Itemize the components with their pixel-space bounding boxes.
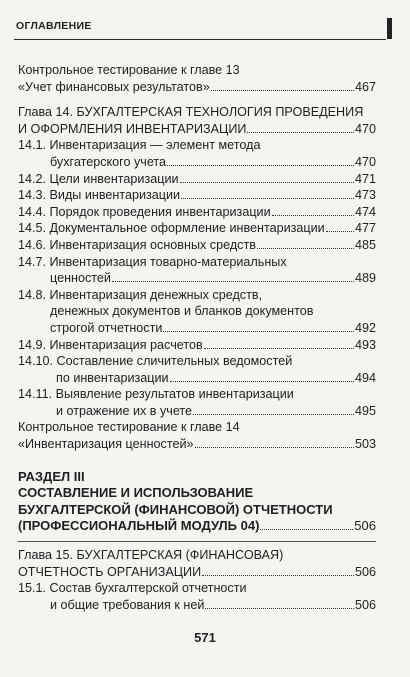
toc-entry-text: 14.5. Документальное оформление инвентаризации [18,221,325,236]
toc-entry-14-1[interactable] [18,137,376,170]
running-head-bar [387,18,392,39]
section-title: БУХГАЛТЕРСКОЙ (ФИНАНСОВОЙ) ОТЧЕТНОСТИ [18,501,333,517]
toc-page-number: 493 [354,337,376,352]
page-number: 571 [194,630,216,645]
dot-leader [193,414,354,415]
toc-page-number: 492 [354,320,376,335]
toc-page-number: 503 [354,437,376,452]
toc-page-number: 506 [354,564,376,579]
dot-leader [204,348,354,349]
running-head-rule [14,39,386,40]
section-title: СОСТАВЛЕНИЕ И ИСПОЛЬЗОВАНИЕ [18,485,254,501]
toc-entry-text: «Учет финансовых результатов» [18,79,210,94]
toc-entry-14-11[interactable] [18,386,376,419]
toc-entry-14-5[interactable] [18,220,376,237]
toc-entry-text: 14.7. Инвентаризация товарно-материальных [18,254,287,269]
toc-entry-text: бухгатерского учета [50,154,167,169]
toc-entry-test-13[interactable] [18,62,376,95]
toc-entry-chapter-14[interactable] [18,104,376,137]
dot-leader [195,447,354,448]
dot-leader [170,381,354,382]
toc-entry-14-4[interactable] [18,204,376,221]
toc-entry-14-8[interactable] [18,287,376,337]
toc-entry-text: 14.4. Порядок проведения инвентаризации [18,204,271,219]
toc-entry-text: «Инвентаризация ценностей» [18,437,194,452]
toc-entry-text: 14.8. Инвентаризация денежных средств, [18,287,263,302]
toc-entry-text: Глава 14. БУХГАЛТЕРСКАЯ ТЕХНОЛОГИЯ ПРОВЕДЕНИЯ [18,105,364,120]
dot-leader [112,281,354,282]
toc-entry-14-7[interactable] [18,254,376,287]
toc-entry-text: денежных документов и бланков документов [50,304,314,319]
dot-leader [180,182,354,183]
toc-entry-text: Контрольное тестирование к главе 14 [18,420,240,435]
toc-entry-text: 15.1. Состав бухгалтерской отчетности [18,581,247,596]
running-head [14,18,398,40]
toc-entry-14-10[interactable] [18,353,376,386]
toc-page-number: 506 [354,597,376,612]
toc-entry-15-1[interactable] [18,580,376,613]
dot-leader [211,90,354,91]
toc-entry-text: строгой отчетности [50,320,163,335]
toc-entry-test-14[interactable] [18,419,376,452]
toc-page-number: 471 [354,171,376,186]
toc-entry-text: Контрольное тестирование к главе 13 [18,63,240,77]
toc-entry-text: по инвентаризации [56,370,169,385]
toc-entry-14-2[interactable] [18,171,376,188]
toc-entry-14-6[interactable] [18,237,376,254]
dot-leader [247,132,354,133]
toc-page-number: 485 [354,237,376,252]
toc-entry-text: 14.9. Инвентаризация расчетов [18,337,203,352]
toc-entry-text: 14.10. Составление сличительных ведомостей [18,354,293,369]
dot-leader [181,198,354,199]
toc-entry-section-3[interactable] [18,469,376,535]
toc-page-number: 477 [354,221,376,236]
toc-page-number: 467 [354,79,376,94]
section-label: РАЗДЕЛ III [18,468,85,484]
running-head-title: ОГЛАВЛЕНИЕ [16,20,92,32]
dot-leader [260,529,353,530]
toc-page-number: 473 [354,188,376,203]
toc-page-number: 495 [354,403,376,418]
toc-entry-text: 14.1. Инвентаризация — элемент метода [18,138,261,153]
toc-page-number: 489 [354,271,376,286]
toc-entry-chapter-15[interactable] [18,547,376,580]
toc-page-number: 474 [354,204,376,219]
toc-entry-text: 14.3. Виды инвентаризации [18,188,181,203]
toc-entry-text: и общие требования к ней [50,597,205,612]
toc-entry-text: И ОФОРМЛЕНИЯ ИНВЕНТАРИЗАЦИИ [18,121,247,136]
toc-page-number: 494 [354,370,376,385]
dot-leader [205,608,354,609]
toc-page-number: 470 [354,154,376,169]
toc-entry-text: Глава 15. БУХГАЛТЕРСКАЯ (ФИНАНСОВАЯ) [18,548,284,563]
toc-page-number: 506 [354,518,376,534]
toc-page-number: 470 [354,121,376,136]
toc-entry-text: ОТЧЕТНОСТЬ ОРГАНИЗАЦИИ [18,564,202,579]
dot-leader [167,165,354,166]
toc-entry-text: 14.6. Инвентаризация основных средств [18,237,256,252]
dot-leader [272,215,354,216]
toc-entry-14-9[interactable] [18,337,376,354]
toc-entry-text: 14.2. Цели инвентаризации [18,171,179,186]
toc-entry-text: ценностей [50,271,111,286]
dot-leader [326,231,354,232]
toc-entry-text: 14.11. Выявление результатов инвентаризации [18,387,294,402]
dot-leader [163,331,354,332]
table-of-contents [18,62,376,613]
dot-leader [202,575,354,576]
toc-entry-text: и отражение их в учете [56,403,193,418]
section-title: (ПРОФЕССИОНАЛЬНЫЙ МОДУЛЬ 04) [18,518,260,534]
section-divider [18,541,376,542]
dot-leader [257,248,354,249]
toc-entry-14-3[interactable] [18,187,376,204]
